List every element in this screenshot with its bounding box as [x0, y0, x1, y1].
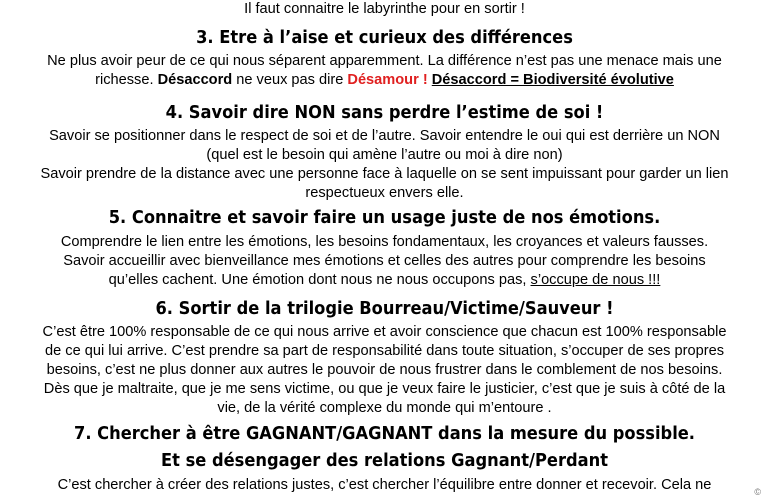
section-6-line-2: de ce qui lui arrive. C’est prendre sa part de responsabilité dans toute situation, s’occuper de ses propres	[45, 343, 724, 359]
s3-desamour-red: Désamour !	[347, 72, 428, 88]
section-4-line-1: Savoir se positionner dans le respect de soi et de l’autre. Savoir entendre le oui qui est derrière un NON	[49, 128, 720, 144]
section-6-line-4: Dès que je maltraite, que je me sens victime, ou que je veux faire le justicier, c’est que je suis à côté de la	[43, 381, 726, 397]
section-5-line-2: Savoir accueillir avec bienveillance mes émotions et celles des autres pour comprendre les besoins	[63, 253, 706, 269]
section-4-line-4: respectueux envers elle.	[305, 185, 464, 201]
section-7-line-1: C’est chercher à créer des relations justes, c’est chercher l’équilibre entre donner et recevoir. Cela ne	[57, 477, 712, 493]
section-4-heading: 4. Savoir dire NON sans perdre l’estime de soi !	[165, 103, 604, 123]
s3-text-c: ne veux pas dire	[232, 72, 348, 88]
section-5-line-1: Comprendre le lien entre les émotions, les besoins fondamentaux, les croyances et valeurs fausses.	[60, 234, 709, 250]
section-3-heading: 3. Etre à l’aise et curieux des différences	[196, 28, 573, 48]
section-6-line-5: vie, de la vérité complexe du monde qui m’entoure .	[217, 400, 552, 416]
s3-desaccord-bold: Désaccord	[157, 72, 233, 88]
s5-text-a: qu’elles cachent. Une émotion dont nous ne nous occupons pas,	[108, 272, 531, 288]
section-4-line-3: Savoir prendre de la distance avec une personne face à laquelle on se sent impuissant pour garder un lien	[40, 166, 729, 182]
section-6-line-3: besoins, c’est ne plus donner aux autres le pouvoir de nous frustrer dans le comblement de nos besoins.	[46, 362, 723, 378]
section-6-line-1: C’est être 100% responsable de ce qui nous arrive et avoir conscience que chacun est 100% responsable	[42, 324, 727, 340]
section-7-heading: 7. Chercher à être GAGNANT/GAGNANT dans la mesure du possible.	[74, 424, 695, 444]
section-3-line-1: Ne plus avoir peur de ce qui nous séparent apparemment. La différence n’est pas une menace mais une	[47, 53, 722, 69]
section-6-heading: 6. Sortir de la trilogie Bourreau/Victime/Sauveur !	[155, 299, 614, 319]
s5-underlined-phrase: s’occupe de nous !!!	[530, 272, 661, 288]
section-3-line-2	[0, 71, 769, 89]
section-5-heading: 5. Connaitre et savoir faire un usage juste de nos émotions.	[108, 208, 661, 228]
s3-text-a: richesse.	[95, 72, 158, 88]
intro-line: Il faut connaitre le labyrinthe pour en sortir !	[244, 1, 525, 17]
section-5-line-3	[0, 271, 769, 289]
copyright-mark: ©	[754, 487, 761, 497]
s3-biodiversite-underlined: Désaccord = Biodiversité évolutive	[431, 72, 674, 88]
section-7-subheading: Et se désengager des relations Gagnant/Perdant	[161, 451, 608, 471]
section-4-line-2: (quel est le besoin qui amène l’autre ou moi à dire non)	[206, 147, 563, 163]
